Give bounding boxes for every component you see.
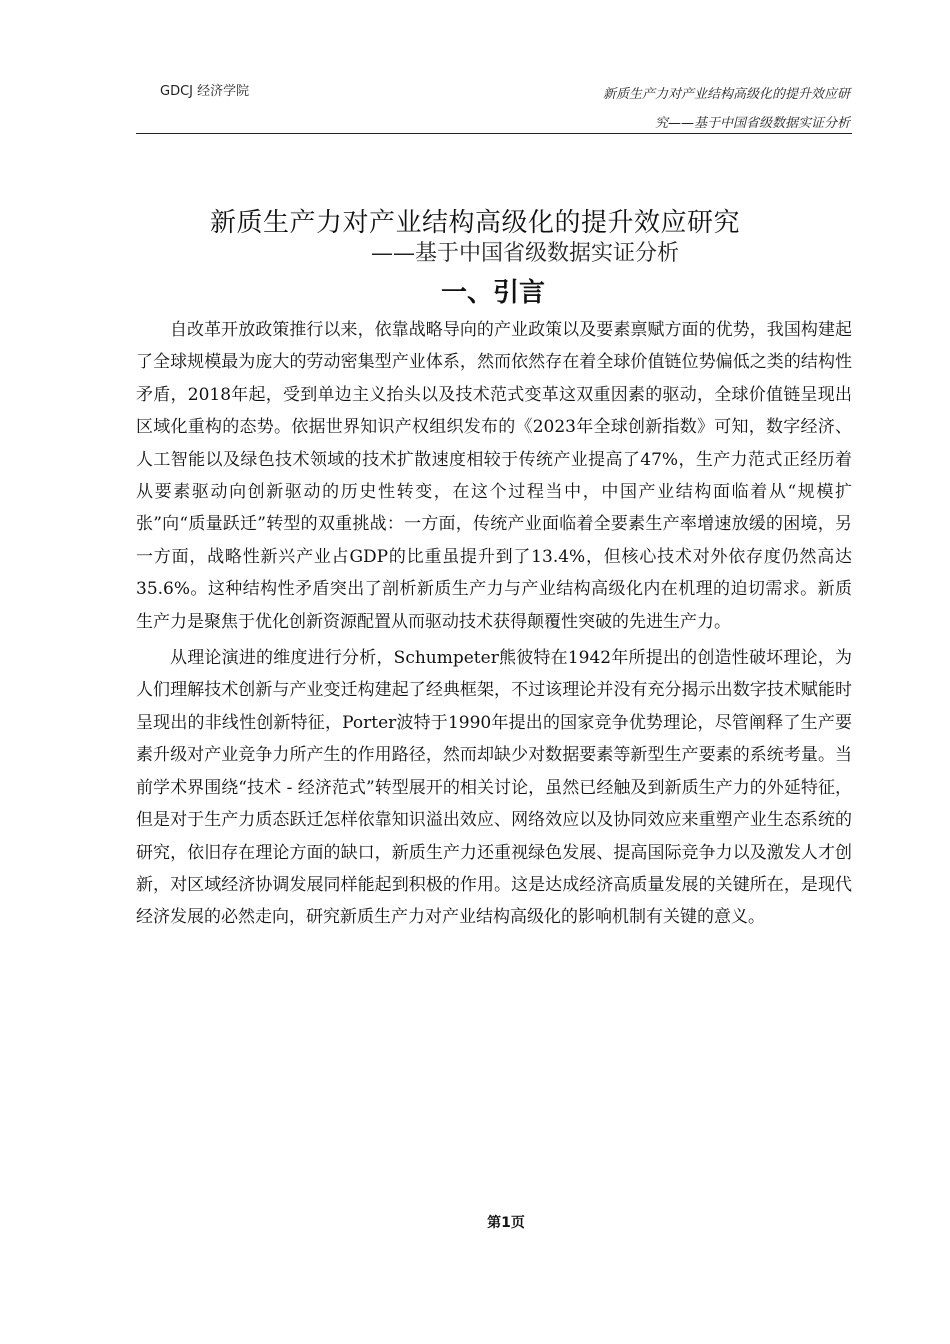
header-divider bbox=[136, 133, 852, 134]
paragraph: 从理论演进的维度进行分析，Schumpeter熊彼特在1942年所提出的创造性破坏理论，为人们理解技术创新与产业变迁构建起了经典框架，不过该理论并没有充分揭示出数字技术赋能时呈现出的非线性创新特征，Porter波特于1990年提出的国家竞争优势理论，尽管阐释了生产要素升级对产业竞争力所产生的作用路径，然而却缺少对数据要素等新型生产要素的系统考量。当前学术界围绕“技术 - 经济范式”转型展开的相关讨论，虽然已经触及到新质生产力的外延特征，但是对于生产力质态跃迁怎样依靠知识溢出效应、网络效应以及协同效应来重塑产业生态系统的研究，依旧存在理论方面的缺口，新质生产力还重视绿色发展、提高国际竞争力以及激发人才创新，对区域经济协调发展同样能起到积极的作用。这是达成经济高质量发展的关键所在，是现代经济发展的必然走向，研究新质生产力对产业结构高级化的影响机制有关键的意义。 bbox=[136, 648, 852, 928]
section-body bbox=[136, 314, 852, 938]
running-header-left: GDCJ 经济学院 bbox=[160, 84, 250, 99]
paper-title: 新质生产力对产业结构高级化的提升效应研究 bbox=[209, 208, 740, 238]
running-header-right-line1: 新质生产力对产业结构高级化的提升效应研 bbox=[602, 87, 850, 102]
page-number: 第1页 bbox=[487, 1215, 525, 1231]
running-header-right bbox=[550, 80, 850, 138]
running-header-right-line2: 究——基于中国省级数据实证分析 bbox=[654, 116, 850, 131]
section-heading: 一、引言 bbox=[440, 278, 545, 308]
paragraph: 自改革开放政策推行以来，依靠战略导向的产业政策以及要素禀赋方面的优势，我国构建起了全球规模最为庞大的劳动密集型产业体系，然而依然存在着全球价值链位势偏低之类的结构性矛盾，2018年起，受到单边主义抬头以及技术范式变革这双重因素的驱动，全球价值链呈现出区域化重构的态势。依据世界知识产权组织发布的《2023年全球创新指数》可知，数字经济、人工智能以及绿色技术领域的技术扩散速度相较于传统产业提高了47%，生产力范式正经历着从要素驱动向创新驱动的历史性转变，在这个过程当中，中国产业结构面临着从“规模扩张”向“质量跃迁”转型的双重挑战：一方面，传统产业面临着全要素生产率增速放缓的困境，另一方面，战略性新兴产业占GDP的比重虽提升到了13.4%，但核心技术对外依存度仍然高达35.6%。这种结构性矛盾突出了剖析新质生产力与产业结构高级化内在机理的迫切需求。新质生产力是聚焦于优化创新资源配置从而驱动技术获得颠覆性突破的先进生产力。 bbox=[136, 320, 852, 632]
paper-subtitle: ——基于中国省级数据实证分析 bbox=[370, 241, 679, 266]
